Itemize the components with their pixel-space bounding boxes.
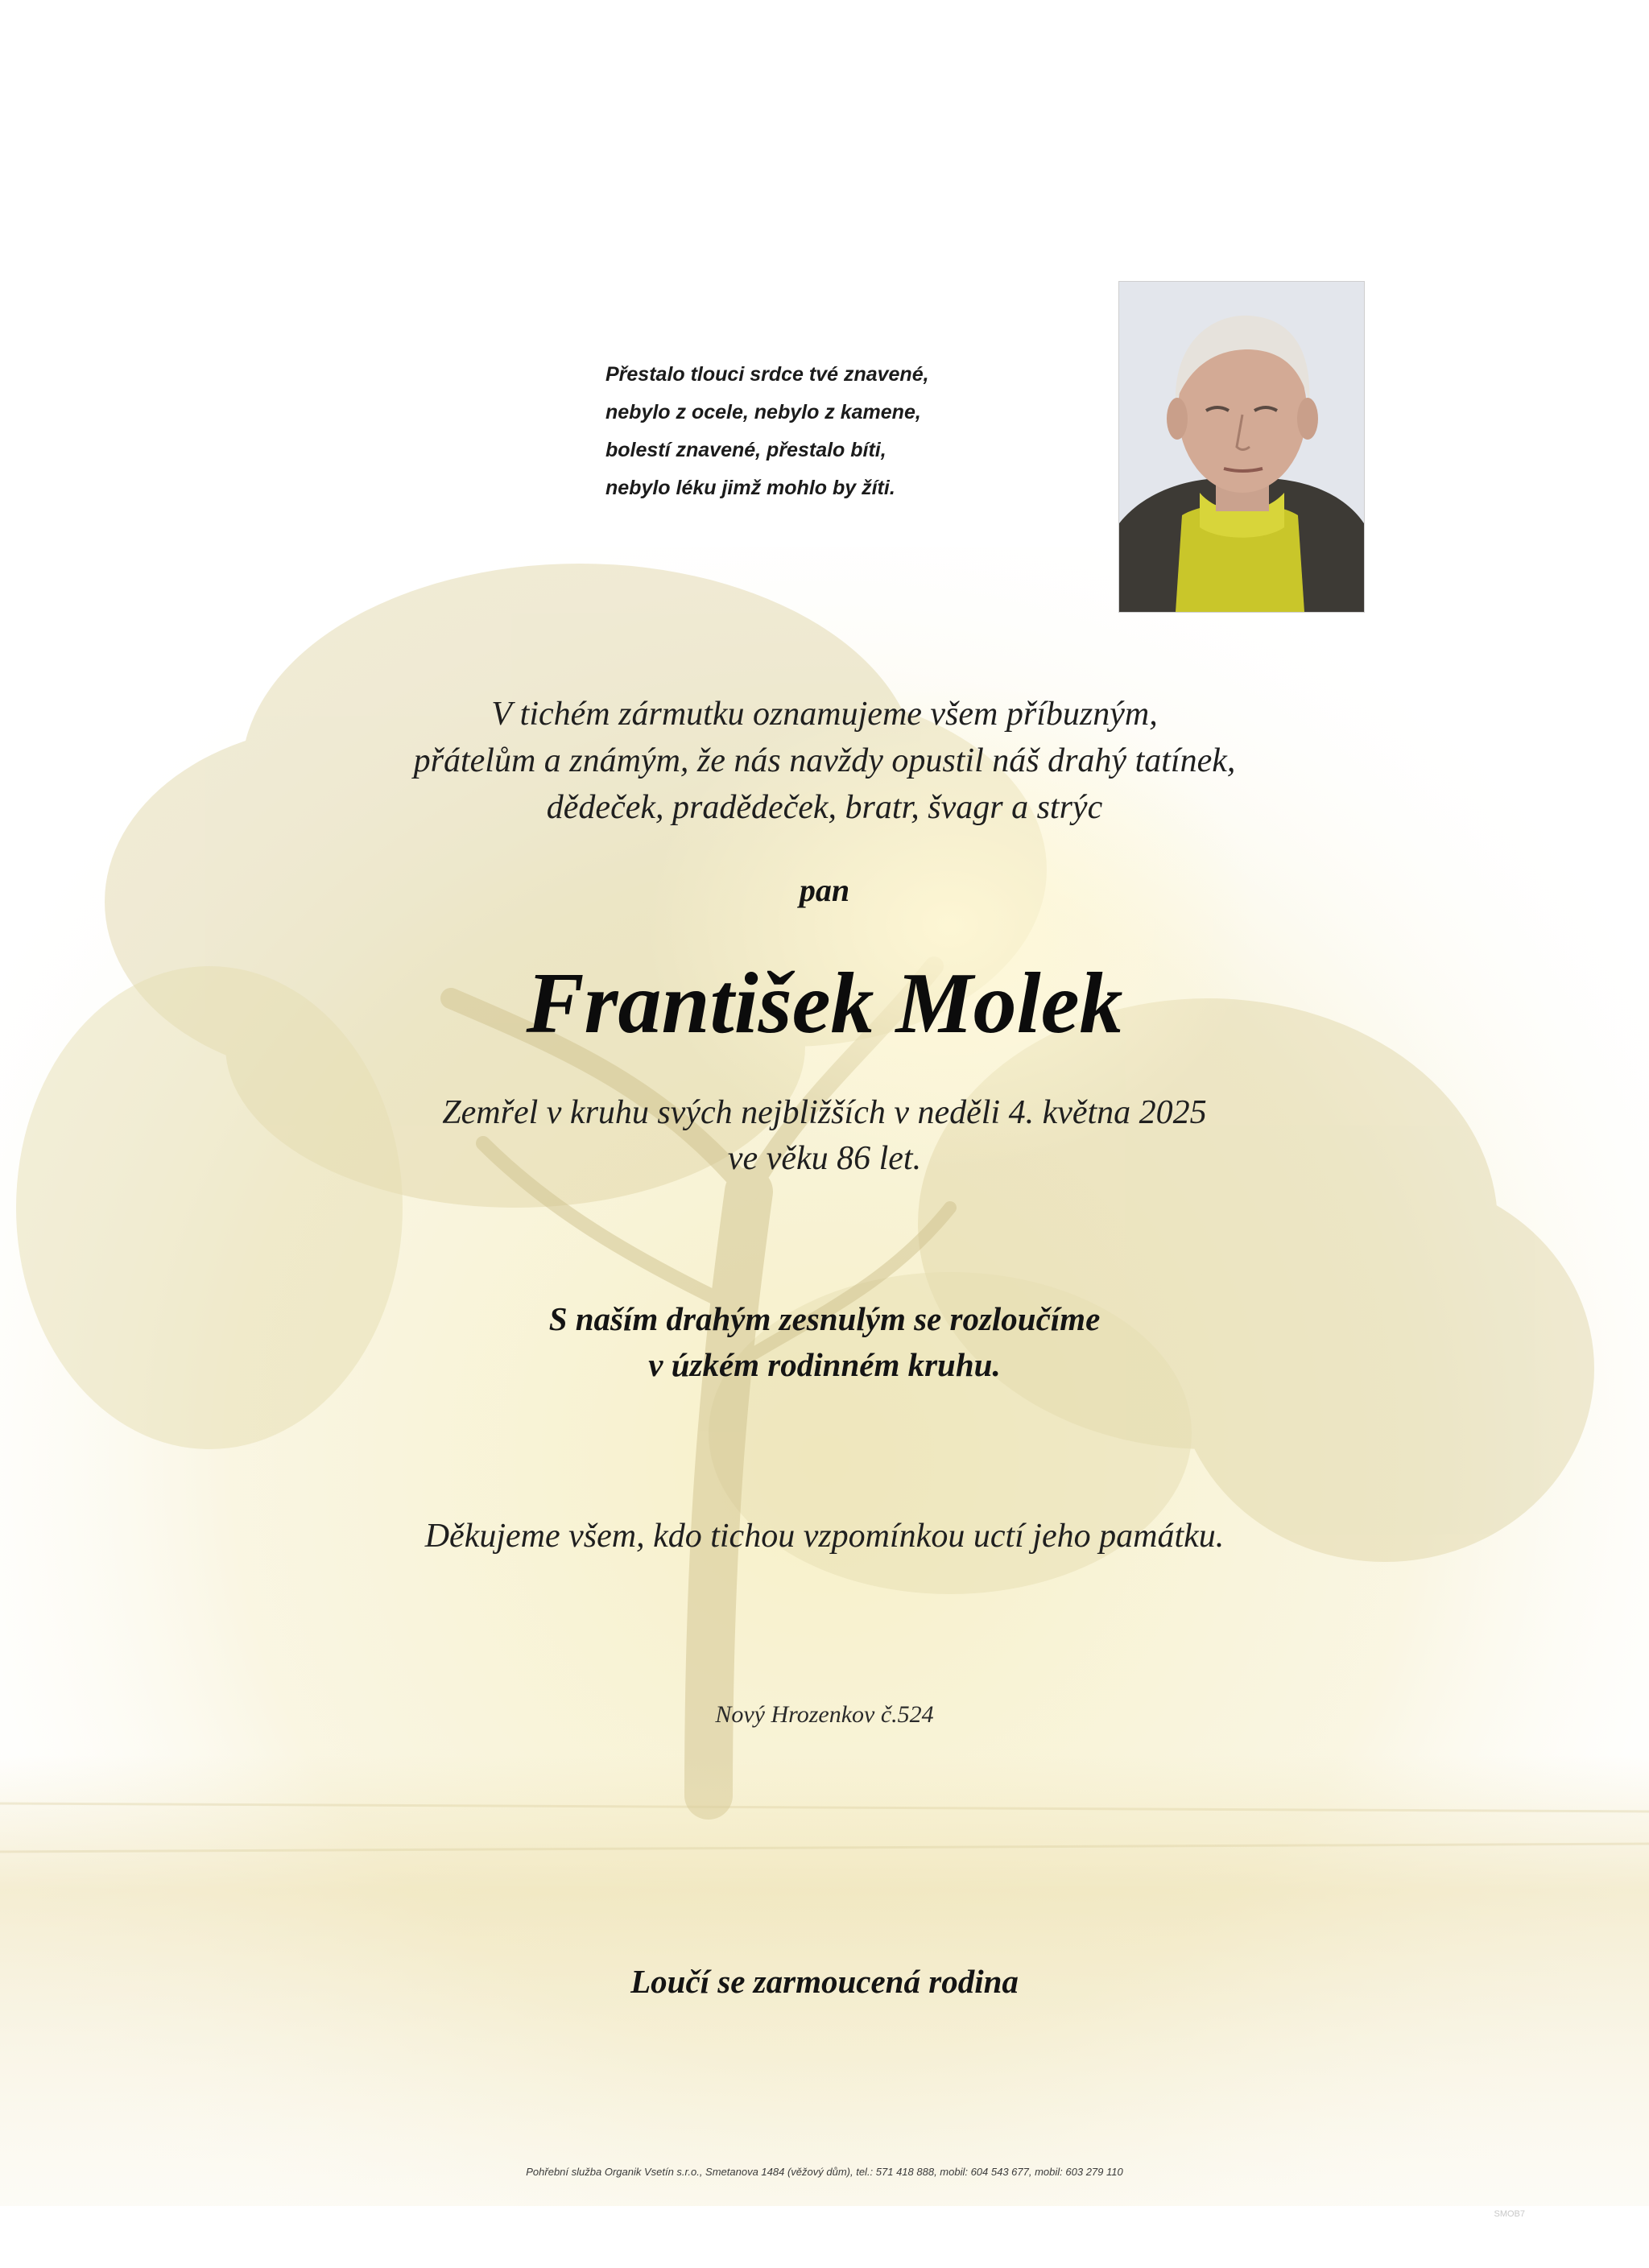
family-signature: Loučí se zarmoucená rodina xyxy=(630,1963,1019,2000)
intro-line: V tichém zármutku oznamujeme všem příbuzným, xyxy=(491,696,1158,733)
announcement-intro xyxy=(242,691,1407,831)
thanks-line: Děkujeme všem, kdo tichou vzpomínkou uctí jeho památku. xyxy=(424,1518,1225,1555)
portrait-photo xyxy=(1118,281,1365,613)
farewell-line: v úzkém rodinném kruhu. xyxy=(648,1346,1001,1383)
death-line: ve věku 86 let. xyxy=(727,1140,922,1177)
farewell-notice xyxy=(242,1296,1407,1388)
funeral-service-footer: Pohřební služba Organik Vsetín s.r.o., Smetanova 1484 (věžový dům), tel.: 571 418 888, mobil: 604 543 677, mobil: 603 279 110 xyxy=(526,2166,1123,2178)
poem-line: bolestí znavené, přestalo bíti, xyxy=(605,439,886,461)
document-code: SMOB7 xyxy=(1494,2209,1525,2219)
honorific: pan xyxy=(799,872,850,908)
memorial-poem xyxy=(605,356,1089,507)
death-line: Zemřel v kruhu svých nejbližších v neděli 4. května 2025 xyxy=(442,1094,1207,1131)
intro-line: přátelům a známým, že nás navždy opustil náš drahý tatínek, xyxy=(413,742,1236,779)
family-address: Nový Hrozenkov č.524 xyxy=(715,1701,934,1728)
poem-line: Přestalo tlouci srdce tvé znavené, xyxy=(605,363,929,386)
deceased-name: František Molek xyxy=(526,956,1123,1051)
death-notice xyxy=(242,1090,1407,1182)
farewell-line: S naším drahým zesnulým se rozloučíme xyxy=(548,1300,1101,1337)
poem-line: nebylo léku jimž mohlo by žíti. xyxy=(605,477,895,499)
poem-line: nebylo z ocele, nebylo z kamene, xyxy=(605,401,921,423)
intro-line: dědeček, pradědeček, bratr, švagr a strýc xyxy=(546,789,1103,826)
